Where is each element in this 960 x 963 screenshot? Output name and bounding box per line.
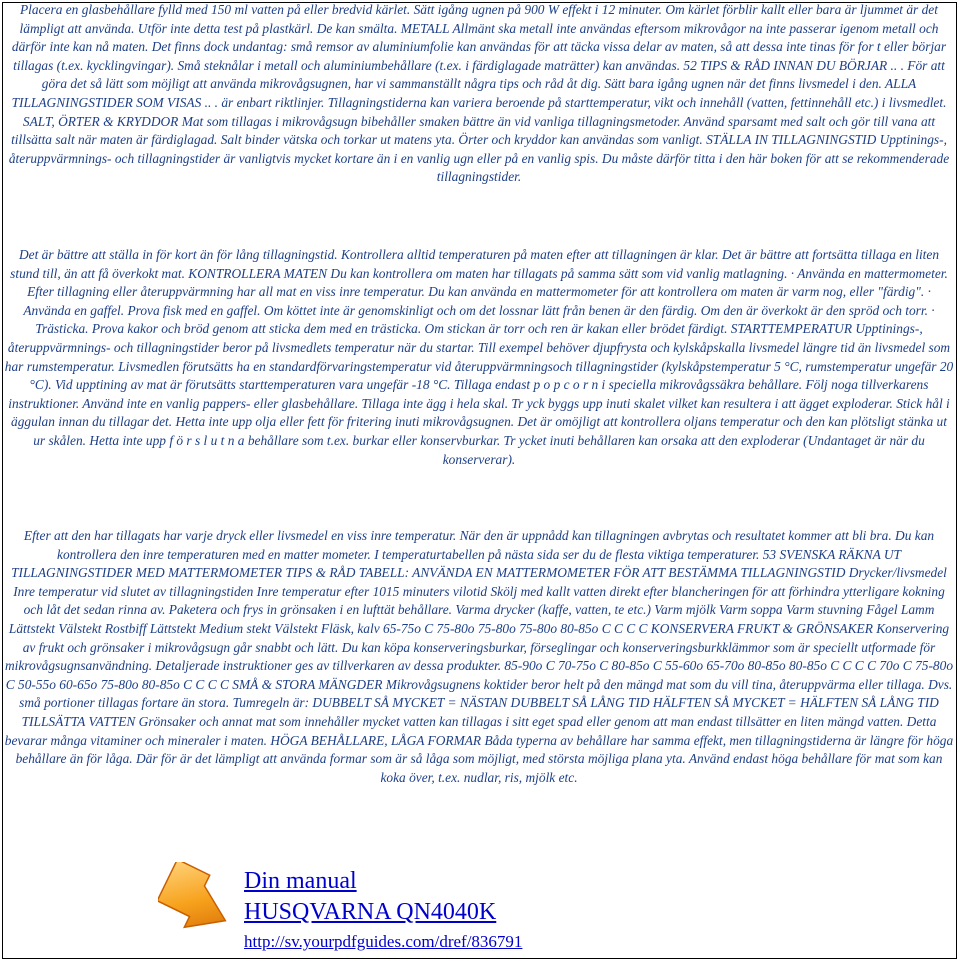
manual-links [244,866,522,954]
paragraph-cooking-time: Det är bättre att ställa in för kort än för lång tillagningstid. Kontrollera alltid temperaturen på maten efter att tillagningen är klar. Det är bättre att fortsätta tillaga en liten stund till, än att få överkokt mat. KONTROLLERA MATEN Du kan kontrollera om maten har tillagats på samma sätt som vid vanlig matlagning. · Använda en mattermometer. Efter tillagning eller återuppvärmning har all mat en viss inre temperatur. Du kan använda en mattermometer för att kontrollera om maten är varm nog, eller "färdig". · Använda en gaffel. Prova fisk med en gaffel. Om köttet inte är genomskinligt och om det lossnar lätt från benen är den färdig. Om den är överkokt är den spröd och torr. · Trästicka. Prova kakor och bröd genom att sticka dem med en trästicka. Om stickan är torr och ren är kakan eller brödet färdigt. STARTTEMPERATUR Upptinings-, återuppvärmnings- och tillagningstider beror på livsmedlets temperatur när du startar. Till exempel behöver djupfrysta och kylskåpskalla livsmedel längre tid än livsmedel som har rumstemperatur. Livsmedlen förutsätts ha en standardförvaringstemperatur vid återuppvärmningsoch tillagningstider (kylskåpstemperatur 5 °C, rumstemperatur ungefär 20 °C). Vid upptining av mat är förutsätts starttemperaturen vara ungefär -18 °C. Tillaga endast p o p c o r n i speciella mikrovågssäkra behållare. Följ noga tillverkarens instruktioner. Använd inte en vanlig pappers- eller glasbehållare. Tillaga inte ägg i hela skal. Tr yck byggs upp inuti skalet vilket kan resultera i att ägget exploderar. Stick hål i äggulan innan du tillagar det. Hetta inte upp olja eller fett för fritering inuti mikrovågsugnen. Det är omöjligt att kontrollera oljans temperatur och den kan plötsligt stänka ut ur skålen. Hetta inte upp f ö r s l u t n a behållare som t.ex. burkar eller konservburkar. Tr ycket inuti behållaren kan orsaka att den exploderar (Undantaget är när du konserverar). [4,247,954,467]
manual-link[interactable]: Din manual [244,868,357,894]
manual-footer [158,862,718,958]
url-link[interactable]: http://sv.yourpdfguides.com/dref/836791 [244,932,523,951]
paragraph-microwave-testing: Placera en glasbehållare fylld med 150 ml vatten på eller bredvid kärlet. Sätt igång ugnen på 900 W effekt i 12 minuter. Om kärlet förblir kallt eller bara är ljummet är det lämpligt att använda. Utför inte detta test på plastkärl. De kan smälta. METALL Allmänt ska metall inte användas eftersom mikrovågor na inte passerar igenom metall och därför inte kan nå maten. Det finns dock undantag: små remsor av aluminiumfolie kan användas för att täcka vissa delar av maten, så att dessa inte tinas för for t eller börjar tillagas (t.ex. kycklingvingar). Små steknålar i metall och aluminiumbehållare (t.ex. i färdiglagade maträtter) kan användas. 52 TIPS & RÅD INNAN DU BÖRJAR .. . För att göra det så lätt som möjligt att använda mikrovågsugnen, har vi sammanställt några tips och råd åt dig. Sätt bara igång ugnen när det finns livsmedel i den. ALLA TILLAGNINGSTIDER SOM VISAS .. . är enbart riktlinjer. Tillagningstiderna kan variera beroende på starttemperatur, vikt och innehåll (vatten, fettinnehåll etc.) i livsmedlet. SALT, ÖRTER & KRYDDOR Mat som tillagas i mikrovågsugn bibehåller smaken bättre än vid vanliga tillagningsmetoder. Använd sparsamt med salt och gör till vana att tillsätta salt när maten är färdiglagad. Salt binder vätska och torkar ut matens yta. Örter och kryddor kan användas som vanligt. STÄLLA IN TILLAGNINGSTID Upptinings-, återuppvärmnings- och tillagningstider är vanligtvis mycket kortare än i en vanlig ugn eller på en vanlig spis. Du måste därför titta i den här boken för att se rekommenderade tillagningstider. [8,2,950,185]
model-link[interactable]: HUSQVARNA QN4040K [244,899,497,925]
orange-arrow-icon [158,862,236,936]
paragraph-food-thermometer: Efter att den har tillagats har varje dryck eller livsmedel en viss inre temperatur. När den är uppnådd kan tillagningen avbrytas och resultatet kommer att bli bra. Du kan kontrollera den inre temperaturen med en matter mometer. I temperaturtabellen på nästa sida ser du de flesta viktiga temperaturer. 53 SVENSKA RÄKNA UT TILLAGNINGSTIDER MED MATTERMOMETER TIPS & RÅD TABELL: ANVÄNDA EN MATTERMOMETER FÖR ATT BESTÄMMA TILLAGNINGSTID Drycker/livsmedel Inre temperatur vid slutet av tillagningstiden Inre temperatur efter 1015 minuters vilotid Skölj med kallt vatten direkt efter blancheringen för att förhindra ytterligare kokning och låt det sedan rinna av. Paketera och frys in grönsaken i en lufttät behållare. Varma drycker (kaffe, vatten, te etc.) Varm mjölk Varm soppa Varm stuvning Fågel Lamm Lättstekt Välstekt Rostbiff Lättstekt Medium stekt Välstekt Fläsk, kalv 65-75o C 75-80o 75-80o 75-80o 80-85o C C C C KONSERVERA FRUKT & GRÖNSAKER Konservering av frukt och grönsaker i mikrovågsugn går snabbt och lätt. Du kan köpa konserveringsburkar, förseglingar och konserveringsburkklämmor som är speciellt utformade för mikrovågsugnsanvändning. Detaljerade instruktioner ges av tillverkaren av dessa produkter. 85-90o C 70-75o C 80-85o C 55-60o 65-70o 80-85o 80-85o C C C C 70o C 75-80o C 50-55o 60-65o 75-80o 80-85o C C C C SMÅ & STORA MÄNGDER Mikrovågsugnens koktider beror helt på den mängd mat som du vill tina, återuppvärma eller tillaga. Dvs. små portioner tillagas fortare än stora. Tumregeln är: DUBBELT SÅ MYCKET = NÄSTAN DUBBELT SÅ LÅNG TID HÄLFTEN SÅ MYCKET = HÄLFTEN SÅ LÅNG TID TILLSÄTTA VATTEN Grönsaker och annat mat som innehåller mycket vatten kan tillagas i sitt eget spad eller genom att man endast tillsätter en liten mängd vatten. Detta bevarar många vitaminer och mineraler i maten. HÖGA BEHÅLLARE, LÅGA FORMAR Båda typerna av behållare har samma effekt, men tillagningstiderna är längre för höga behållare än för låga. Där för är det lämpligt att använda formar som är så låga som möjligt, med största möjliga plana yta. Använd endast höga behållare för mat som kan koka över, t.ex. nudlar, ris, mjölk etc. [4,528,954,785]
